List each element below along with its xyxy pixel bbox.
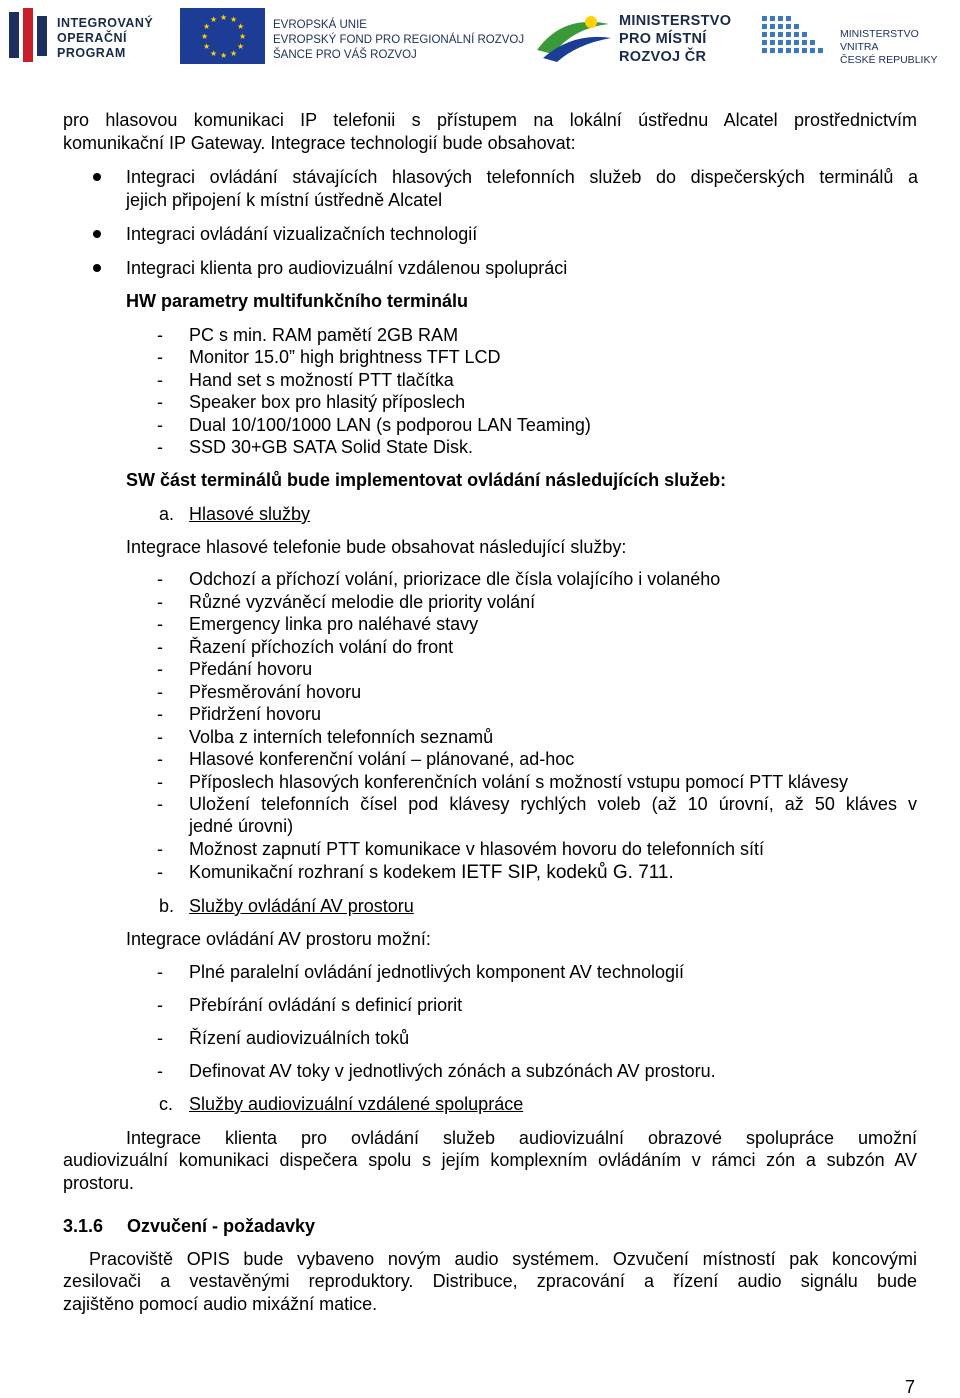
- list-item: Přesměrování hovoru: [189, 682, 362, 702]
- list-dash: -: [157, 862, 163, 882]
- svg-text:★: ★: [230, 15, 238, 24]
- bullet-dot-icon: [93, 173, 101, 181]
- list-item: Emergency linka pro naléhavé stavy: [189, 614, 479, 634]
- subsection-b-intro: Integrace ovládání AV prostoru možní:: [126, 929, 431, 949]
- list-item: Volba z interních telefonních seznamů: [189, 727, 494, 747]
- section-title: Ozvučení - požadavky: [127, 1216, 316, 1236]
- iop-line-3: PROGRAM: [57, 46, 126, 60]
- list-dash: -: [157, 592, 163, 612]
- list-item: Hand set s možností PTT tlačítka: [189, 370, 454, 390]
- list-item: Plné paralelní ovládání jednotlivých komponent AV technologií: [189, 962, 684, 982]
- eu-line-3: ŠANCE PRO VÁŠ ROZVOJ: [273, 49, 417, 61]
- list-dash: -: [157, 995, 163, 1015]
- list-item: Různé vyzváněcí melodie dle priority volání: [189, 592, 536, 612]
- section-line-1: Pracoviště OPIS bude vybaveno novým audio systémem. Ozvučení místností pak koncovými: [89, 1249, 917, 1269]
- hw-heading: HW parametry multifunkčního terminálu: [126, 291, 469, 311]
- list-dash: -: [157, 614, 163, 634]
- eu-flag: [180, 8, 265, 64]
- bullet-2: Integraci ovládání vizualizačních technologií: [126, 224, 478, 244]
- list-dash: -: [157, 749, 163, 769]
- mv-dots-icon: [760, 8, 832, 64]
- list-item: SSD 30+GB SATA Solid State Disk.: [189, 437, 473, 457]
- list-item: Odchozí a příchozí volání, priorizace dle čísla volajícího i volaného: [189, 569, 721, 589]
- list-item-continuation: jedné úrovni): [189, 816, 294, 836]
- list-dash: -: [157, 1061, 163, 1081]
- list-item-codec: [189, 861, 674, 884]
- svg-text:★: ★: [220, 51, 228, 60]
- section-line-3: zajištěno pomocí audio mixážní matice.: [63, 1294, 378, 1314]
- list-item: Možnost zapnutí PTT komunikace v hlasovém hovoru do telefonních sítí: [189, 839, 764, 859]
- sw-heading: SW část terminálů bude implementovat ovládání následujících služeb:: [126, 470, 727, 490]
- mmr-emblem-icon: [533, 10, 613, 64]
- section-number: 3.1.6: [63, 1216, 104, 1236]
- list-item: Dual 10/100/1000 LAN (s podporou LAN Teaming): [189, 415, 591, 435]
- svg-text:★: ★: [230, 49, 238, 58]
- list-item: Přidržení hovoru: [189, 704, 322, 724]
- list-dash: -: [157, 839, 163, 859]
- list-item: Definovat AV toky v jednotlivých zónách a subzónách AV prostoru.: [189, 1061, 716, 1081]
- list-dash: -: [157, 682, 163, 702]
- subsection-c-label: c.: [159, 1094, 174, 1114]
- list-dash: -: [157, 1028, 163, 1048]
- list-item: Uložení telefonních čísel pod klávesy rychlých voleb (až 10 úrovní, až 50 kláves v: [189, 794, 917, 814]
- list-item: Předání hovoru: [189, 659, 313, 679]
- list-dash: -: [157, 437, 163, 457]
- list-dash: -: [157, 569, 163, 589]
- list-item: Řízení audiovizuálních toků: [189, 1028, 410, 1048]
- eu-line-1: EVROPSKÁ UNIE: [273, 19, 367, 31]
- iop-logo: [5, 6, 175, 66]
- svg-text:★: ★: [237, 22, 245, 31]
- subsection-c-line-2: audiovizuální komunikaci dispečera spolu s jejím komplexním ovládáním v rámci zón a subzón AV: [63, 1150, 917, 1170]
- svg-text:★: ★: [239, 32, 247, 41]
- iop-emblem-icon: [5, 6, 51, 64]
- mv-line-1: MINISTERSTVO VNITRA: [840, 28, 919, 53]
- subsection-b-label: b.: [159, 896, 175, 916]
- bullet-dot-icon: [93, 230, 101, 238]
- svg-text:★: ★: [210, 49, 218, 58]
- subsection-c-line-3: prostoru.: [63, 1173, 135, 1193]
- list-item: Řazení příchozích volání do front: [189, 637, 454, 657]
- subsection-b-title: Služby ovládání AV prostoru: [189, 896, 414, 916]
- mmr-line-1: MINISTERSTVO: [619, 13, 732, 29]
- codec-suffix: IETF SIP, kodeků G. 711.: [461, 862, 674, 883]
- svg-text:★: ★: [201, 32, 209, 41]
- list-dash: -: [157, 772, 163, 792]
- codec-prefix: Komunikační rozhraní s kodekem: [189, 862, 462, 882]
- list-dash: -: [157, 962, 163, 982]
- list-item: Příposlech hlasových konferenčních volání s možností vstupu pomocí PTT klávesy: [189, 772, 848, 792]
- list-dash: -: [157, 347, 163, 367]
- subsection-a-label: a.: [159, 504, 175, 524]
- svg-text:★: ★: [203, 42, 211, 51]
- bullet-1-line-2: jejich připojení k místní ústředně Alcatel: [126, 190, 443, 210]
- list-item: PC s min. RAM pamětí 2GB RAM: [189, 325, 459, 345]
- list-item: Monitor 15.0” high brightness TFT LCD: [189, 347, 501, 367]
- bullet-3: Integraci klienta pro audiovizuální vzdálenou spolupráci: [126, 258, 568, 278]
- list-dash: -: [157, 392, 163, 412]
- list-item: Speaker box pro hlasitý příposlech: [189, 392, 466, 412]
- subsection-c-title: Služby audiovizuální vzdálené spolupráce: [189, 1094, 524, 1114]
- eu-stars-icon: [180, 8, 265, 64]
- bullet-dot-icon: [93, 264, 101, 272]
- list-dash: -: [157, 325, 163, 345]
- list-dash: -: [157, 704, 163, 724]
- subsection-c-line-1: Integrace klienta pro ovládání služeb audiovizuální obrazové spolupráce umožní: [126, 1128, 917, 1148]
- page-number: 7: [905, 1377, 916, 1397]
- subsection-a-title: Hlasové služby: [189, 504, 311, 524]
- mv-line-2: ČESKÉ REPUBLIKY: [840, 54, 938, 66]
- list-dash: -: [157, 659, 163, 679]
- intro-line-2: komunikační IP Gateway. Integrace technologií bude obsahovat:: [63, 133, 576, 153]
- intro-line-1: pro hlasovou komunikaci IP telefonii s přístupem na lokální ústřednu Alcatel prostřednictvím: [63, 110, 917, 130]
- mv-logo: [760, 8, 832, 64]
- iop-line-2: OPERAČNÍ: [57, 31, 127, 45]
- list-dash: -: [157, 370, 163, 390]
- svg-text:★: ★: [210, 15, 218, 24]
- list-dash: -: [157, 637, 163, 657]
- bullet-1-line-1: Integraci ovládání stávajících hlasových telefonních služeb do dispečerských terminálů a: [126, 167, 918, 187]
- svg-text:★: ★: [203, 22, 211, 31]
- list-item: Přebírání ovládání s definicí priorit: [189, 995, 463, 1015]
- list-item: Hlasové konferenční volání – plánované, ad-hoc: [189, 749, 575, 769]
- mmr-line-2: PRO MÍSTNÍ: [619, 31, 707, 47]
- mmr-line-3: ROZVOJ ČR: [619, 49, 707, 65]
- list-dash: -: [157, 794, 163, 814]
- iop-line-1: INTEGROVANÝ: [57, 16, 154, 30]
- section-line-2: zesilovači a vestavěnými reproduktory. Distribuce, zpracování a řízení audio signálu bude: [63, 1271, 917, 1291]
- svg-text:★: ★: [220, 13, 228, 22]
- mmr-logo: [533, 10, 613, 64]
- list-dash: -: [157, 727, 163, 747]
- list-dash: -: [157, 415, 163, 435]
- eu-line-2: EVROPSKÝ FOND PRO REGIONÁLNÍ ROZVOJ: [273, 34, 525, 46]
- subsection-a-intro: Integrace hlasové telefonie bude obsahovat následující služby:: [126, 537, 627, 557]
- svg-text:★: ★: [237, 42, 245, 51]
